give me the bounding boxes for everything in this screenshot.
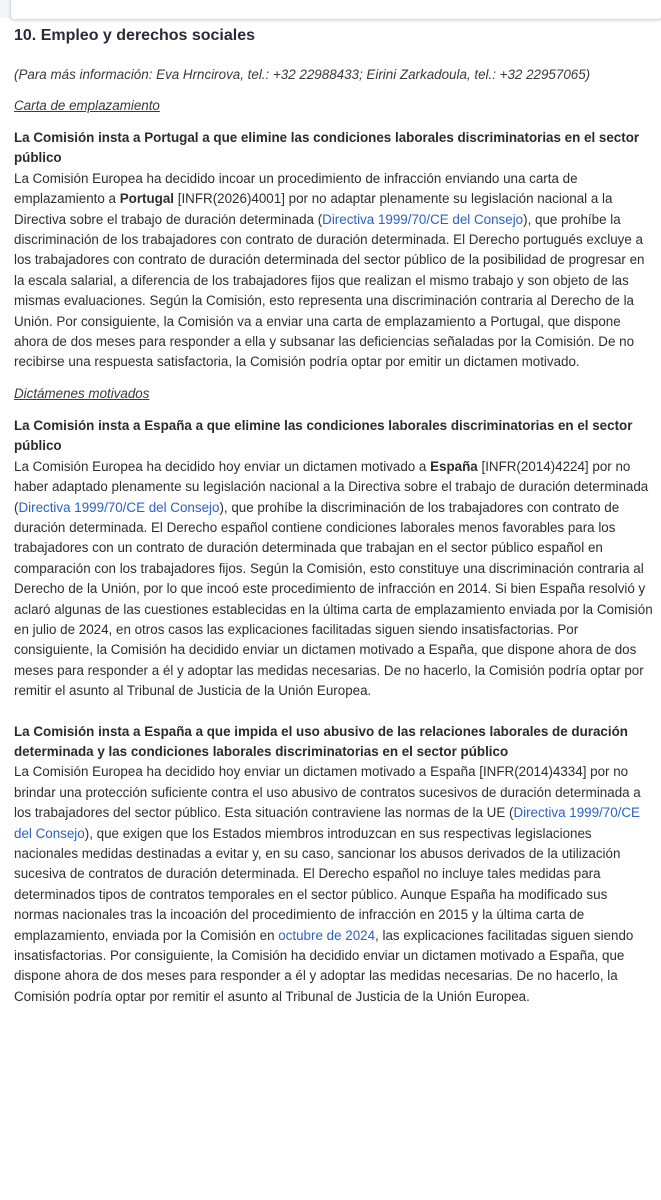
press-release-section — [14, 24, 654, 1007]
body-text-part: , las explicaciones facilitadas siguen siendo insatisfactorias. Por consiguiente, la Comisión ha decidido enviar un dictamen motivado a España, que dispone ahora de dos meses para responder a él y adoptar las medidas necesarias. De no hacerlo, la Comisión podría optar por remitir el asunto al Tribunal de Justicia de la Unión Europea. — [14, 927, 634, 1004]
item-spain-abuse — [14, 722, 654, 1008]
subhead-reasoned-opinions: Dictámenes motivados — [14, 385, 150, 401]
item-title: La Comisión insta a Portugal a que elimine las condiciones laborales discriminatorias en el sector público — [14, 130, 640, 166]
date-link[interactable]: octubre de 2024 — [278, 927, 376, 943]
item-portugal — [14, 128, 654, 373]
body-text-part: ), que exigen que los Estados miembros introduzcan en sus respectivas legislaciones nacionales medidas destinadas a evitar y, en su caso, sancionar los abusos derivados de la utilización sucesiva de contratos de duración determinada. El Derecho español no incluye tales medidas para determinados tipos de contratos temporales en el sector público. Aunque España ha modificado sus normas nacionales tras la incoación del procedimiento de infracción en 2015 y la última carta de emplazamiento, enviada por la Comisión en — [14, 825, 621, 943]
body-text-part: La Comisión Europea ha decidido incoar un procedimiento de infracción enviando una carta de emplazamiento a — [14, 170, 578, 207]
item-title: La Comisión insta a España a que elimine las condiciones laborales discriminatorias en el sector público — [14, 417, 633, 454]
country-name: España — [430, 458, 478, 474]
body-text-part: [INFR(2014)4224] por no haber adaptado plenamente su legislación nacional a la Directiva sobre el trabajo de duración determinada ( — [14, 458, 649, 515]
body-text-part: ), que prohíbe la discriminación de los trabajadores con contrato de duración determinada. El Derecho portugués excluye a los trabajadores con contrato de duración determinada del sector público de la posibilidad de progresar en la escala salarial, a diferencia de los trabajadores fijos que realizan el mismo trabajo y son objeto de las mismas evaluaciones. Según la Comisión, esto representa una discriminación contraria al Derecho de la Unión. Por consiguiente, la Comisión va a enviar una carta de emplazamiento a Portugal, que dispone ahora de dos meses para responder a ella y subsanar las deficiencias señaladas por la Comisión. De no recibirse una respuesta satisfactoria, la Comisión podría optar por emitir un dictamen motivado. — [14, 211, 645, 370]
previous-card-edge — [10, 0, 661, 20]
item-body — [14, 169, 654, 373]
contact-info: (Para más información: Eva Hrncirova, tel.: +32 22988433; Eirini Zarkadoula, tel.: +32 22957065) — [14, 67, 591, 82]
item-body — [14, 762, 654, 1007]
body-text-part: La Comisión Europea ha decidido hoy enviar un dictamen motivado a España [INFR(2014)4334] por no brindar una protección suficiente contra el uso abusivo de contratos sucesivos de duración determinada a los trabajadores del sector público. Esta situación contraviene las normas de la UE ( — [14, 764, 641, 821]
directive-link[interactable]: Directiva 1999/70/CE del Consejo — [322, 211, 524, 227]
directive-link[interactable]: Directiva 1999/70/CE del Consejo — [14, 805, 640, 841]
item-spain-discrimination — [14, 416, 654, 702]
body-text-part: La Comisión Europea ha decidido hoy enviar un dictamen motivado a — [14, 458, 431, 474]
item-title: La Comisión insta a España a que impida el uso abusivo de las relaciones laborales de duración determinada y las condiciones laborales discriminatorias en el sector público — [14, 723, 628, 759]
body-text-part: ), que prohíbe la discriminación de los trabajadores con contrato de duración determinada. El Derecho español contiene condiciones laborales menos favorables para los trabajadores con un contrato de duración determinada que trabajan en el sector público español en comparación con los trabajadores fijos. Según la Comisión, esto constituye una discriminación contraria al Derecho de la Unión, por lo que incoó este procedimiento de infracción en 2014. Si bien España resolvió y aclaró algunas de las cuestiones establecidas en la última carta de emplazamiento enviada por la Comisión en julio de 2024, en otros casos las explicaciones facilitadas siguen siendo insatisfactorias. Por consiguiente, la Comisión ha decidido enviar un dictamen motivado a España, que dispone ahora de dos meses para responder a él y adoptar las medidas necesarias. De no hacerlo, la Comisión podría optar por remitir el asunto al Tribunal de Justicia de la Unión Europea. — [14, 499, 653, 699]
body-text-part: [INFR(2026)4001] por no adaptar plenamente su legislación nacional a la Directiva sobre el trabajo de duración determinada ( — [14, 191, 613, 227]
country-name: Portugal — [119, 191, 175, 207]
section-title: 10. Empleo y derechos sociales — [14, 27, 256, 44]
item-body — [14, 457, 654, 702]
directive-link[interactable]: Directiva 1999/70/CE del Consejo — [18, 499, 220, 515]
subhead-formal-notice: Carta de emplazamiento — [14, 98, 160, 113]
